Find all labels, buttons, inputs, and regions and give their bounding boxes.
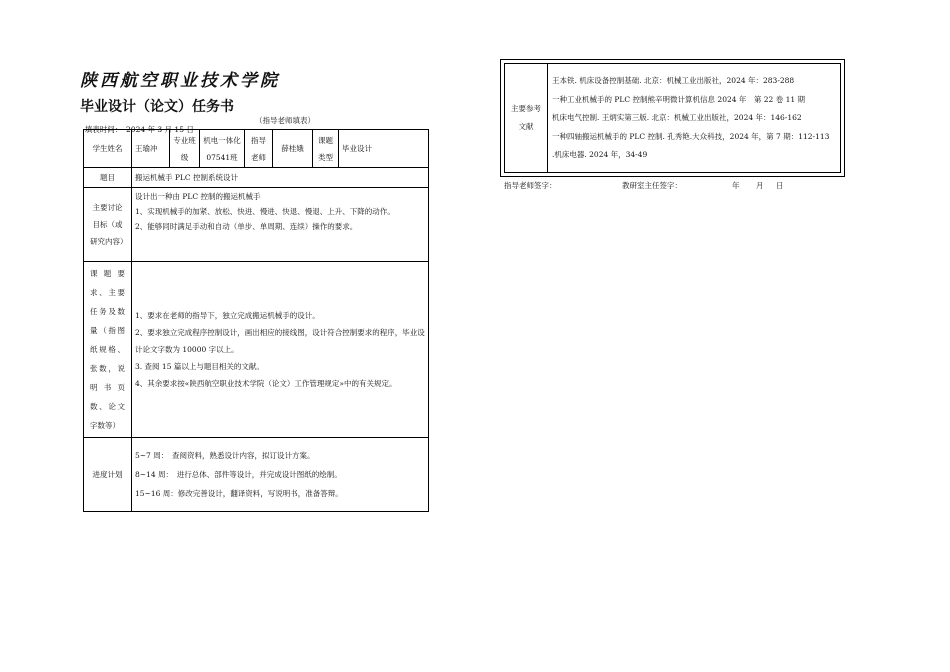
topic-row	[84, 168, 429, 188]
schedule-item: 15~16 周：修改完善设计，翻译资料，写说明书，准备答辩。	[135, 489, 343, 498]
info-row	[84, 130, 429, 168]
reference-item: .机床电器. 2024 年，34-49	[552, 150, 648, 159]
task-table	[83, 129, 429, 512]
major-label: 专业班级	[170, 130, 200, 168]
requirement-item: 2、要求独立完成程序控制设计，画出相应的接线图，设计符合控制要求的程序，毕业设计论文字数为 10000 字以上。	[135, 328, 425, 354]
schedule-item: 5~7 周： 查阅资料，熟悉设计内容，拟订设计方案。	[135, 451, 315, 460]
reference-item: 一种四轴搬运机械手的 PLC 控制. 孔秀艳.大众科技，2024 年，第 7 期：112-113	[552, 131, 830, 141]
advisor-name: 薛桂娥	[273, 130, 313, 168]
date-month-label: 月	[756, 181, 764, 190]
requirements-content	[132, 262, 429, 438]
advisor-signature-label: 指导老师签字：	[504, 181, 557, 190]
goals-label: 主要讨论目标（或研究内容）	[84, 188, 132, 262]
type-label: 课题类型	[313, 130, 339, 168]
requirements-row	[84, 262, 429, 438]
references-list	[552, 72, 840, 165]
advisor-label: 指导老师	[245, 130, 273, 168]
reference-item: 机床电气控制. 王炳实第三版. 北京：机械工业出版社，2024 年：146-162	[552, 113, 802, 122]
document-title: 毕业设计（论文）任务书	[80, 99, 234, 115]
schedule-item: 8~14 周： 进行总体、部件等设计，并完成设计图纸的绘制。	[135, 470, 342, 479]
schedule-content	[132, 438, 429, 512]
requirements-label: 课题要求、主要任务及数量（指图纸规格、张数，说明书页数、论文字数等）	[84, 262, 132, 438]
schedule-row	[84, 438, 429, 512]
student-name: 王瑜冲	[132, 130, 170, 168]
goal-item: 1、实现机械手的加紧、放松、快进、慢进、快退、慢退、上升、下降的动作。	[135, 207, 395, 216]
requirement-item: 1、要求在老师的指导下，独立完成搬运机械手的设计。	[135, 311, 320, 320]
director-signature-label: 教研室主任签字：	[622, 181, 682, 190]
goal-item: 设计出一种由 PLC 控制的搬运机械手	[135, 192, 261, 201]
reference-item: 王本铁. 机床设备控制基础. 北京：机械工业出版社，2024 年：283-288	[552, 76, 795, 85]
fill-time: 填表时间： 2024 年 3 月 15 日	[84, 125, 194, 134]
requirement-item: 3. 查阅 15 篇以上与题目相关的文献。	[135, 362, 264, 371]
date-year-label: 年	[732, 181, 740, 190]
school-name: 陕西航空职业技术学院	[80, 71, 280, 91]
reference-item: 一种工业机械手的 PLC 控制熊辛明微计算机信息 2024 年 第 22 卷 11 期	[552, 94, 806, 104]
topic-value: 搬运机械手 PLC 控制系统设计	[132, 168, 429, 188]
major-value: 机电一体化07541班	[200, 130, 245, 168]
type-value: 毕业设计	[339, 130, 429, 168]
requirement-item: 4、其余要求按«陕西航空职业技术学院（论文）工作管理规定»中的有关规定。	[135, 379, 397, 388]
references-label	[505, 64, 548, 172]
student-label: 学生姓名	[84, 130, 132, 168]
schedule-label: 进度计划	[84, 438, 132, 512]
goal-item: 2、能够同时满足手动和自动（单步、单周期、连续）操作的要求。	[135, 222, 358, 231]
topic-label: 题目	[84, 168, 132, 188]
references-frame	[504, 63, 841, 173]
date-day-label: 日	[776, 181, 784, 190]
references-label-text: 主要参考文献	[511, 104, 541, 131]
goals-row	[84, 188, 429, 262]
goals-content	[132, 188, 429, 262]
fill-note: （指导老师填表）	[255, 116, 315, 125]
references-box	[500, 59, 845, 177]
